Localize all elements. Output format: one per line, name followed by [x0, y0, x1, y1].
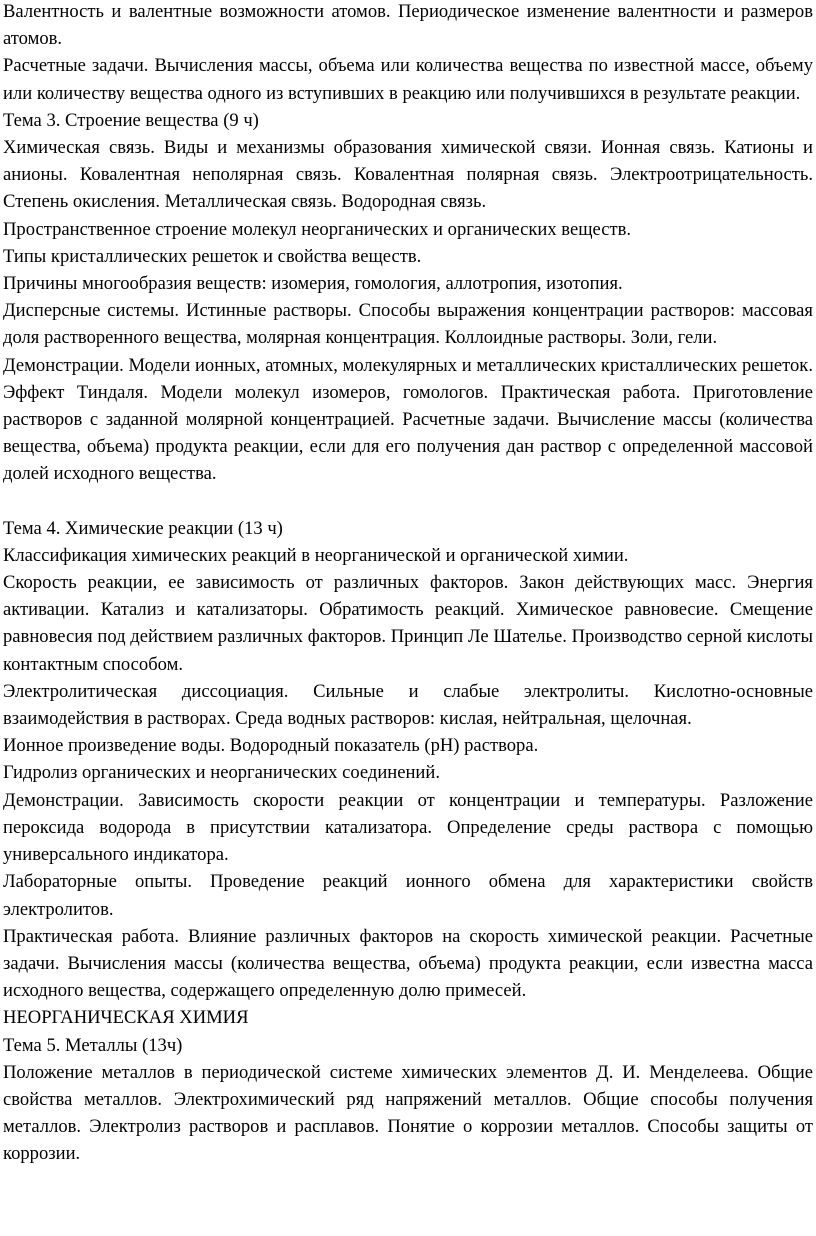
paragraph-hydrolysis: Гидролиз органических и неорганических соединений. — [3, 762, 440, 784]
paragraph-ionic-product: Ионное произведение воды. Водородный показатель (pH) раствора. — [3, 735, 539, 757]
paragraph-dissociation: Электролитическая диссоциация. Сильные и слабые электролиты. Кислотно-основные взаимодействия в растворах. Среда водных растворов: кислая, нейтральная, щелочная. — [3, 680, 813, 730]
paragraph-diversity: Причины многообразия веществ: изомерия, гомология, аллотропия, изотопия. — [3, 273, 623, 295]
paragraph-lab-experiments: Лабораторные опыты. Проведение реакций ионного обмена для характеристики свойств электролитов. — [3, 871, 813, 920]
paragraph-demonstrations-4: Демонстрации. Зависимость скорости реакции от концентрации и температуры. Разложение пероксида водорода в присутствии катализатора. Определение среды раствора с помощью универсального индикатора. — [3, 789, 813, 866]
paragraph-metals: Положение металлов в периодической системе химических элементов Д. И. Менделеева. Общие свойства металлов. Электрохимический ряд напряжений металлов. Общие способы получения металлов. Электролиз растворов и расплавов. Понятие о коррозии металлов. Способы защиты от коррозии. — [3, 1061, 813, 1165]
topic-5-heading: Тема 5. Металлы (13ч) — [3, 1034, 183, 1056]
paragraph-demonstrations-3: Демонстрации. Модели ионных, атомных, молекулярных и металлических кристаллических решеток. Эффект Тиндаля. Модели молекул изомеров, гомологов. Практическая работа. Приготовление растворов с заданной молярной концентрацией. Расчетные задачи. Вычисление массы (количества вещества, объема) продукта реакции, если для его получения дан раствор с определенной массовой долей исходного вещества. — [3, 354, 813, 485]
topic-3-heading: Тема 3. Строение вещества (9 ч) — [3, 109, 259, 131]
paragraph-classification: Классификация химических реакций в неорганической и органической химии. — [3, 544, 629, 566]
topic-4-heading: Тема 4. Химические реакции (13 ч) — [3, 517, 283, 539]
paragraph-reaction-rate: Скорость реакции, ее зависимость от различных факторов. Закон действующих масс. Энергия активации. Катализ и катализаторы. Обратимость реакций. Химическое равновесие. Смещение равновесия под действием различных факторов. Принцип Ле Шателье. Производство серной кислоты контактным способом. — [3, 572, 813, 675]
paragraph-disperse-systems: Дисперсные системы. Истинные растворы. Способы выражения концентрации растворов: массовая доля растворенного вещества, молярная концентрация. Коллоидные растворы. Золи, гели. — [3, 300, 813, 349]
paragraph-calc-tasks-1: Расчетные задачи. Вычисления массы, объема или количества вещества по известной массе, объему или количеству вещества одного из вступивших в реакцию или получившихся в результате реакции. — [3, 55, 813, 104]
paragraph-practical-work-4: Практическая работа. Влияние различных факторов на скорость химической реакции. Расчетные задачи. Вычисления массы (количества вещества, объема) продукта реакции, если известна масса исходного вещества, содержащего определенную долю примесей. — [3, 925, 813, 1002]
paragraph-valence: Валентность и валентные возможности атомов. Периодическое изменение валентности и размеров атомов. — [3, 1, 813, 50]
paragraph-spacer — [3, 488, 813, 515]
section-heading-inorganic: НЕОРГАНИЧЕСКАЯ ХИМИЯ — [3, 1007, 249, 1029]
paragraph-crystal-lattices: Типы кристаллических решеток и свойства веществ. — [3, 245, 422, 267]
paragraph-chemical-bond: Химическая связь. Виды и механизмы образования химической связи. Ионная связь. Катионы и анионы. Ковалентная неполярная связь. Ковалентная полярная связь. Электроотрицательность. Степень окисления. Металлическая связь. Водородная связь. — [3, 137, 813, 213]
paragraph-spatial-structure: Пространственное строение молекул неорганических и органических веществ. — [3, 218, 632, 240]
